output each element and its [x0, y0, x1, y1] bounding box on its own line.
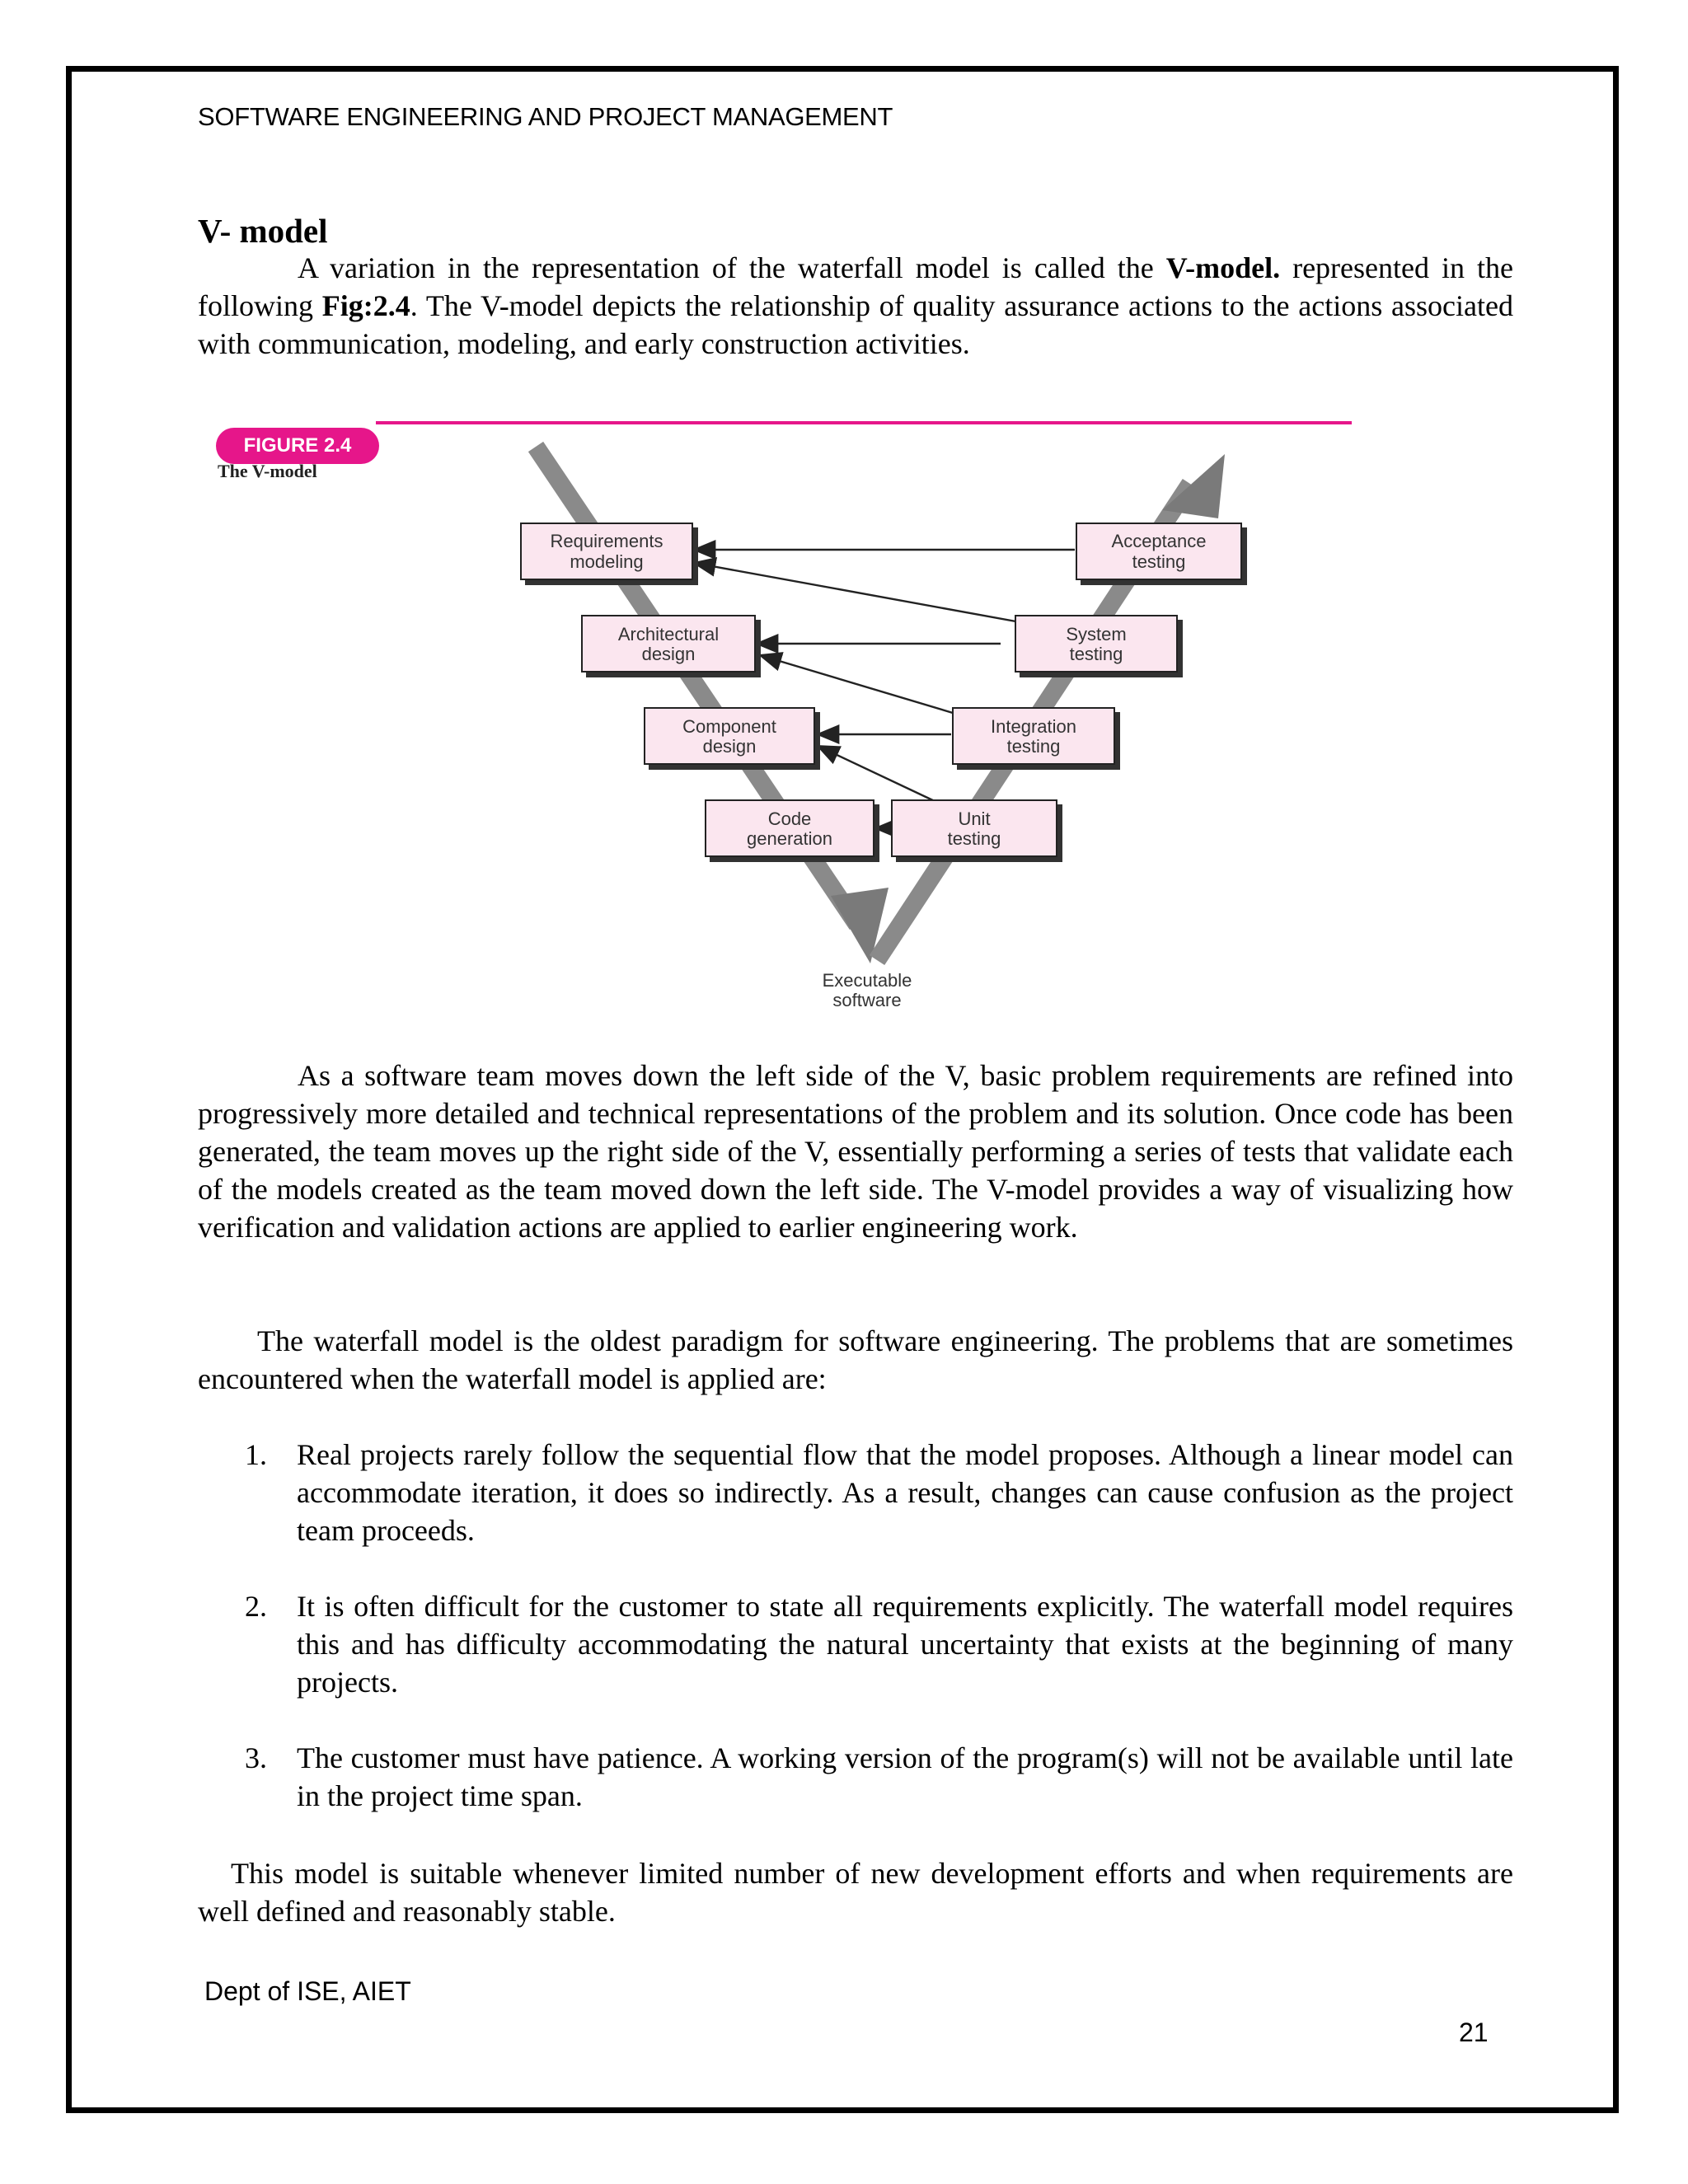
- box-unit-testing-line1: Unit: [958, 808, 991, 829]
- paragraph-waterfall-problems-intro: The waterfall model is the oldest paradigm for software engineering. The problems that are sometimes encountered when the waterfall model is applied are:: [198, 1324, 1513, 1395]
- box-architectural-design-line2: design: [641, 644, 696, 664]
- list-item: [198, 1587, 1513, 1701]
- box-system-testing-line1: System: [1066, 624, 1127, 644]
- v-model-diagram: [211, 410, 1357, 1028]
- box-integration-testing-line2: testing: [1006, 736, 1061, 757]
- box-code-generation-line2: generation: [747, 828, 832, 849]
- list-text: Real projects rarely follow the sequential flow that the model proposes. Although a linear model can accommodate iteration, it does so indirectly. As a result, changes can cause confusion as the project team proceeds.: [297, 1438, 1513, 1547]
- box-requirements-modeling-line1: Requirements: [550, 531, 663, 551]
- v-right-arrowhead: [1162, 454, 1225, 518]
- list-text: It is often difficult for the customer to state all requirements explicitly. The waterfall model requires this and has difficulty accommodating the natural uncertainty that exists at the beginning of many projects.: [297, 1590, 1513, 1699]
- box-requirements-modeling-line2: modeling: [570, 551, 644, 572]
- list-item: [198, 1739, 1513, 1815]
- footer-dept: Dept of ISE, AIET: [204, 1976, 411, 2006]
- page-number: 21: [1459, 2018, 1489, 2047]
- figure-caption: The V-model: [218, 461, 317, 481]
- list-number: 3.: [245, 1741, 267, 1774]
- box-unit-testing-line2: testing: [947, 828, 1001, 849]
- problems-list: [198, 1436, 1513, 1853]
- box-integration-testing-line1: Integration: [991, 716, 1076, 737]
- list-number: 2.: [245, 1590, 267, 1623]
- section-title: V- model: [198, 212, 328, 250]
- box-architectural-design-line1: Architectural: [617, 624, 720, 644]
- box-acceptance-testing-line2: testing: [1132, 551, 1186, 572]
- box-component-design-line1: Component: [682, 716, 776, 737]
- figure-badge: FIGURE 2.4: [216, 428, 379, 464]
- box-component-design-line2: design: [702, 736, 757, 757]
- paragraph-suitability: This model is suitable whenever limited number of new development efforts and when requirements are well defined and reasonably stable.: [198, 1857, 1513, 1928]
- paragraph-v-model-explanation: As a software team moves down the left side of the V, basic problem requirements are refined into progressively more detailed and technical representations of the problem and its solution. Once code has been generated, the team moves up the right side of the V, essentially performing a series of tests that validate each of the models created as the team moved down the left side. The V-model provides a way of visualizing how verification and validation actions are applied to earlier engineering work.: [198, 1059, 1513, 1244]
- executable-software-line2: software: [832, 990, 902, 1010]
- list-item: [198, 1436, 1513, 1549]
- running-head: SOFTWARE ENGINEERING AND PROJECT MANAGEMENT: [198, 102, 893, 131]
- verification-arrows: [694, 550, 1075, 828]
- figure-v-model: [211, 410, 1357, 1028]
- box-acceptance-testing-line1: Acceptance: [1111, 531, 1207, 551]
- list-number: 1.: [245, 1438, 267, 1471]
- box-code-generation-line1: Code: [767, 808, 812, 829]
- executable-software-line1: Executable: [822, 970, 912, 991]
- box-system-testing-line2: testing: [1069, 644, 1123, 664]
- list-text: The customer must have patience. A working version of the program(s) will not be available until late in the project time span.: [297, 1741, 1513, 1812]
- intro-paragraph: A variation in the representation of the waterfall model is called the V-model. represented in the following Fig:2.4. The V-model depicts the relationship of quality assurance actions to the actions associated with communication, modeling, and early construction activities.: [198, 251, 1513, 360]
